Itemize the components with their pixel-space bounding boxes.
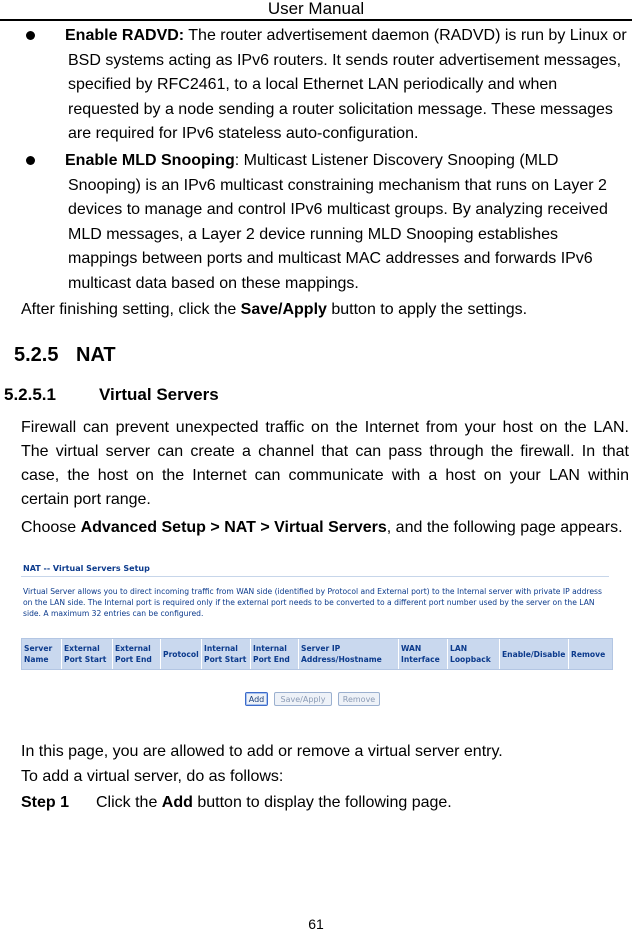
- text-span: Choose: [21, 519, 81, 536]
- section-title: NAT: [76, 344, 116, 366]
- virtual-servers-table-header: [21, 638, 613, 670]
- col-enable-disable: Enable/Disable: [500, 639, 569, 669]
- col-internal-port-end: Internal Port End: [251, 639, 299, 669]
- virtual-servers-screenshot: [21, 562, 611, 714]
- choose-paragraph: [21, 516, 629, 540]
- bullet-enable-mld-snooping: [22, 149, 630, 296]
- subsection-title: Virtual Servers: [99, 385, 219, 404]
- col-server-ip: Server IP Address/Hostname: [299, 639, 399, 669]
- save-apply-emphasis: Save/Apply: [240, 301, 327, 318]
- col-internal-port-start: Internal Port Start: [202, 639, 251, 669]
- remove-button[interactable]: Remove: [338, 692, 380, 706]
- page-header: User Manual: [267, 0, 365, 18]
- col-external-port-end: External Port End: [113, 639, 161, 669]
- after-setting-paragraph: [21, 298, 629, 322]
- col-server-name: Server Name: [22, 639, 62, 669]
- screenshot-description: Virtual Server allows you to direct incoming traffic from WAN side (identified by Protocol and External port) to the Internal server with private IP address on the LAN side. The Internal port is required only if the external port needs to be converted to a different port number used by the server on the LAN side. A maximum 32 entries can be configured.: [23, 587, 602, 618]
- bullet-text: The router advertisement daemon (RADVD) is run by Linux or BSD systems acting as IPv6 routers. It sends router advertisement messages, specified by RFC2461, to a local Ethernet LAN periodically and when requested by a node sending a router solicitation message. These messages are required for IPv6 stateless auto-configuration.: [68, 27, 627, 142]
- add-button[interactable]: Add: [245, 692, 268, 706]
- col-wan-interface: WAN Interface: [399, 639, 448, 669]
- col-lan-loopback: LAN Loopback: [448, 639, 500, 669]
- col-external-port-start: External Port Start: [62, 639, 113, 669]
- section-heading: [14, 344, 116, 367]
- page-number: 61: [308, 916, 324, 932]
- add-emphasis: Add: [161, 794, 193, 811]
- bullet-text: : Multicast Listener Discovery Snooping (MLD Snooping) is an IPv6 multicast constraining mechanism that runs on Layer 2 devices to manage and control IPv6 multicast groups. By analyzing received MLD messages, a Layer 2 device running MLD Snooping establishes mappings between ports and multicast MAC addresses and forwards IPv6 multicast data based on these mappings.: [68, 152, 608, 292]
- col-protocol: Protocol: [161, 639, 202, 669]
- screenshot-buttons: [245, 692, 380, 706]
- col-remove: Remove: [571, 649, 606, 659]
- text-span: After finishing setting, click the: [21, 301, 241, 318]
- step-1: [21, 791, 452, 815]
- bullet-dot-icon: [26, 156, 35, 165]
- intro-paragraph: Firewall can prevent unexpected traffic on the Internet from your host on the LAN. The virtual server can create a channel that can pass through the firewall. In that case, the host on the Internet can communicate with a host on your LAN within certain port range.: [21, 419, 629, 508]
- text-span: button to apply the settings.: [326, 301, 528, 318]
- text-span: , and the following page appears.: [386, 519, 623, 536]
- bullet-enable-radvd: [22, 24, 630, 147]
- screenshot-rule: [21, 576, 609, 577]
- in-this-page-paragraph: In this page, you are allowed to add or remove a virtual server entry.: [21, 743, 503, 760]
- subsection-heading: [4, 385, 219, 405]
- bullet-label: Enable RADVD:: [65, 27, 185, 44]
- bullet-label: Enable MLD Snooping: [65, 152, 235, 169]
- screenshot-title: NAT -- Virtual Servers Setup: [23, 564, 150, 573]
- menu-path-emphasis: Advanced Setup > NAT > Virtual Servers: [80, 519, 387, 536]
- to-add-paragraph: To add a virtual server, do as follows:: [21, 768, 284, 785]
- section-number: 5.2.5: [14, 344, 59, 366]
- text-span: button to display the following page.: [192, 794, 452, 811]
- bullet-dot-icon: [26, 31, 35, 40]
- subsection-number: 5.2.5.1: [4, 385, 56, 404]
- text-span: Click the: [96, 794, 162, 811]
- step-label: Step 1: [21, 794, 70, 811]
- header-rule: [0, 19, 632, 21]
- save-apply-button[interactable]: Save/Apply: [274, 692, 332, 706]
